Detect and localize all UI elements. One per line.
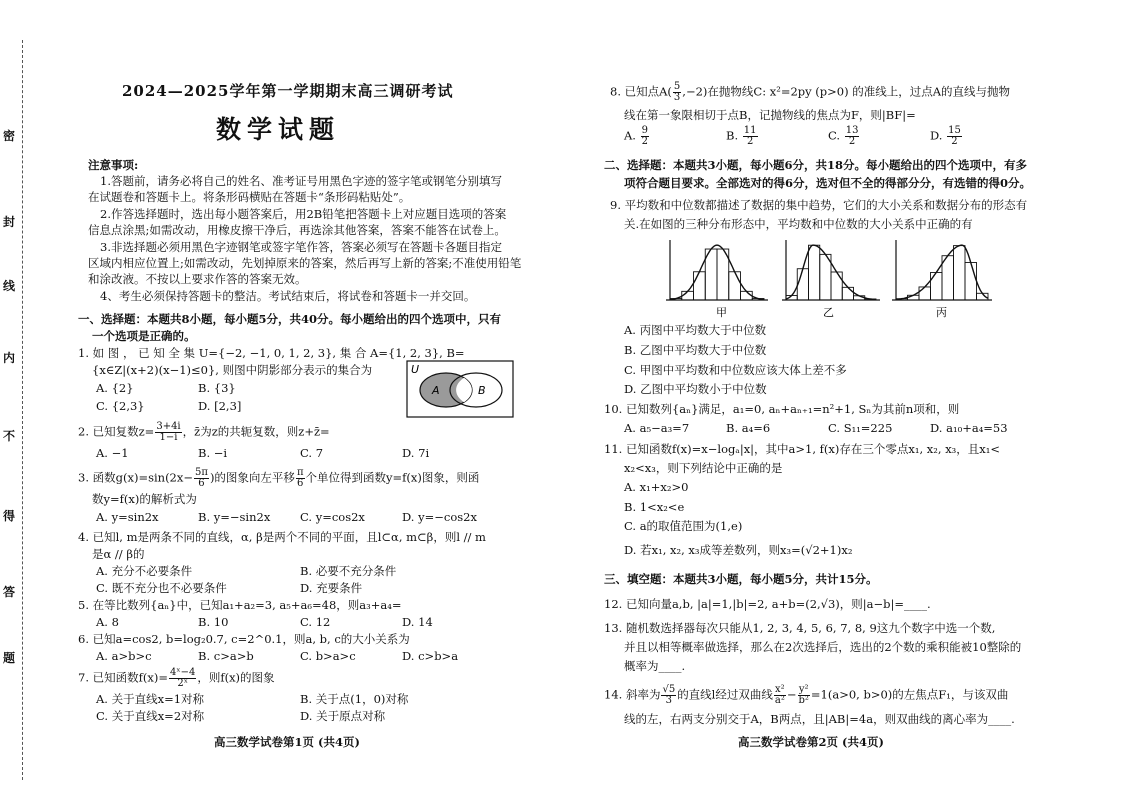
- question-9-option-c: C. 甲图中平均数和中位数应该大体上差不多: [624, 363, 847, 377]
- footer-page-1: 高三数学试卷第1页 (共4页): [214, 735, 360, 749]
- question-4-option-a: A. 充分不必要条件: [96, 564, 193, 578]
- histogram-bar: [954, 246, 966, 300]
- notice-line: 4、考生必须保持答题卡的整洁。考试结束后，将试卷和答题卡一并交回。: [100, 289, 476, 303]
- question-9-stem-cont: 关.在如图的三种分布形态中，平均数和中位数的大小关系中正确的有: [624, 217, 973, 231]
- question-10-option-a: A. a₅−a₃=7: [624, 421, 690, 435]
- venn-label-a: A: [432, 384, 440, 397]
- question-4-stem-cont: 是α // β的: [92, 547, 145, 561]
- histogram-bar: [931, 272, 943, 300]
- question-2-option-a: A. −1: [96, 446, 129, 460]
- question-10-option-b: B. a₄=6: [726, 421, 771, 435]
- question-3-option-c: C. y=cos2x: [300, 510, 365, 524]
- question-7-stem: 7. 已知函数f(x)= $\frac{\text{4ˣ−4}}{\text{2ˣ}}$ ，则f(x)的图象: [78, 667, 275, 689]
- question-5-option-b: B. 10: [198, 615, 229, 629]
- notice-line: 2.作答选择题时，选出每小题答案后，用2B铅笔把答题卡上对应题目选项的答案: [100, 207, 507, 221]
- section-heading: 一、选择题：本题共8小题，每小题5分，共40分。每小题给出的四个选项中，只有: [78, 312, 502, 326]
- distribution-figures: [664, 236, 1000, 322]
- question-8-stem: 8. 已知点A( $\frac{5}{3}$ ,−2)在抛物线C: x²=2py (p>0) 的准线上，过点A的直线与抛物: [610, 81, 1011, 103]
- subject-title: 数学试题: [216, 115, 341, 144]
- histogram-bar: [797, 269, 808, 300]
- question-8-option-d: D. $\frac{15}{2}$: [930, 125, 961, 147]
- seal-char: 内: [3, 351, 16, 365]
- seal-char: 得: [3, 509, 16, 523]
- histogram-bar: [965, 262, 977, 300]
- venn-diagram: [406, 360, 514, 418]
- question-2-stem: 2. 已知复数z= $\frac{3+4i}{1-i}$ ，z̄为z的共轭复数，则z+z̄=: [78, 421, 330, 443]
- question-11-option-b: B. 1<x₂<e: [624, 500, 685, 514]
- question-5-option-d: D. 14: [402, 615, 433, 629]
- question-7-option-b: B. 关于点(1，0)对称: [300, 692, 409, 706]
- question-6-option-a: A. a>b>c: [96, 649, 152, 663]
- notice-line: 和涂改液。不按以上要求作答的答案无效。: [88, 272, 307, 286]
- question-9-option-d: D. 乙图中平均数小于中位数: [624, 382, 767, 396]
- seal-char: 不: [3, 429, 16, 443]
- question-10-option-d: D. a₁₀+a₄=53: [930, 421, 1008, 435]
- question-1-option-c: C. {2,3}: [96, 399, 145, 413]
- venn-label-u: U: [411, 363, 420, 376]
- notice-line: 1.答题前，请务必将自己的姓名、准考证号用黑色字迹的签字笔或钢笔分别填写: [100, 174, 502, 188]
- question-11-option-d: D. 若x₁, x₂, x₃成等差数列，则x₃=(√2+1)x₂: [624, 543, 853, 557]
- question-2-option-b: B. −i: [198, 446, 228, 460]
- question-11-option-a: A. x₁+x₂>0: [624, 480, 689, 494]
- question-12-stem: 12. 已知向量a,b, |a|=1,|b|=2, a+b=(2,√3)，则|a−b|=____.: [604, 597, 931, 611]
- question-14-stem-cont: 线的左，右两支分别交于A，B两点，且|AB|=4a，则双曲线的离心率为____.: [624, 712, 1015, 726]
- question-4-option-b: B. 必要不充分条件: [300, 564, 397, 578]
- section-heading: 二、选择题：本题共3小题，每小题6分，共18分。每小题给出的四个选项中，有多: [604, 158, 1028, 172]
- histogram-bar: [842, 287, 853, 300]
- histogram-label-bing: 丙: [936, 306, 947, 319]
- question-14-stem: 14. 斜率为 $\frac{√5}{3}$ 的直线l经过双曲线 $\frac{\text{x²}}{\text{a²}}$ − $\frac{\text{y²}}{\text{b²}}$ =1(a>0, b>0)的左焦点F₁，与该双曲: [604, 684, 1009, 706]
- seal-char: 封: [3, 215, 16, 229]
- question-7-option-a: A. 关于直线x=1对称: [96, 692, 205, 706]
- question-1-option-d: D. [2,3]: [198, 399, 242, 413]
- seal-char: 线: [3, 279, 16, 293]
- question-1-option-b: B. {3}: [198, 381, 236, 395]
- left-column: [64, 0, 534, 800]
- question-3-stem: 3. 函数g(x)=sin(2x− $\frac{5\pi}{6}$ )的图象向左平移 $\frac{\pi}{6}$ 个单位得到函数y=f(x)图象，则函: [78, 467, 480, 489]
- question-8-option-c: C. $\frac{13}{2}$: [828, 125, 859, 147]
- question-3-stem-cont: 数y=f(x)的解析式为: [92, 492, 197, 506]
- section-heading: 三、填空题：本题共3小题，每小题5分，共计15分。: [604, 572, 878, 586]
- section-heading-cont: 项符合题目要求。全部选对的得6分，选对但不全的得部分分，有选错的得0分。: [624, 176, 1031, 190]
- question-5-stem: 5. 在等比数列{aₙ}中，已知a₁+a₂=3, a₅+a₆=48，则a₃+a₄=: [78, 598, 402, 612]
- right-column: [600, 0, 1060, 800]
- question-13-stem-cont: 并且以相等概率做选择，那么在2次选择后，选出的2个数的乘积能被10整除的: [624, 640, 1022, 654]
- question-9-option-b: B. 乙图中平均数大于中位数: [624, 343, 767, 357]
- histogram-bar: [809, 245, 820, 300]
- question-8-stem-cont: 线在第一象限相切于点B，记抛物线的焦点为F，则|BF|=: [624, 108, 916, 122]
- histogram-bing: [892, 240, 992, 300]
- question-4-stem: 4. 已知l, m是两条不同的直线，α, β是两个不同的平面，且l⊂α, m⊂β，则l // m: [78, 530, 486, 544]
- question-3-option-a: A. y=sin2x: [96, 510, 159, 524]
- seal-char: 密: [3, 129, 16, 143]
- question-3-option-d: D. y=−cos2x: [402, 510, 477, 524]
- question-4-option-c: C. 既不充分也不必要条件: [96, 581, 227, 595]
- histogram-jia: [666, 240, 768, 300]
- question-7-option-d: D. 关于原点对称: [300, 709, 386, 723]
- question-11-stem-cont: x₂<x₃，则下列结论中正确的是: [624, 461, 783, 475]
- question-10-option-c: C. S₁₁=225: [828, 421, 893, 435]
- question-11-option-c: C. a的取值范围为(1,e): [624, 519, 743, 533]
- notice-line: 3.非选择题必须用黑色字迹钢笔或签字笔作答，答案必须写在答题卡各题目指定: [100, 240, 502, 254]
- question-6-option-c: C. b>a>c: [300, 649, 356, 663]
- histogram-bar: [919, 287, 931, 300]
- exam-title: 2024—2025学年第一学期期末高三调研考试: [122, 82, 454, 100]
- histogram-bar: [831, 272, 842, 300]
- question-8-option-a: A. $\frac{9}{2}$: [624, 125, 648, 147]
- question-6-stem: 6. 已知a=cos2, b=log₂0.7, c=2^0.1，则a, b, c的大小关系为: [78, 632, 410, 646]
- histogram-yi: [782, 240, 880, 300]
- question-8-option-b: B. $\frac{11}{2}$: [726, 125, 757, 147]
- question-11-stem: 11. 已知函数f(x)=x−logₐ|x|，其中a>1, f(x)存在三个零点x₁, x₂, x₃，且x₁<: [604, 442, 1001, 456]
- question-10-stem: 10. 已知数列{aₙ}满足，a₁=0, aₙ+aₙ₊₁=n²+1, Sₙ为其前n项和，则: [604, 402, 960, 416]
- question-2-option-d: D. 7i: [402, 446, 430, 460]
- question-5-option-c: C. 12: [300, 615, 331, 629]
- question-3-option-b: B. y=−sin2x: [198, 510, 271, 524]
- question-13-stem: 13. 随机数选择器每次只能从1, 2, 3, 4, 5, 6, 7, 8, 9这九个数字中选一个数,: [604, 621, 996, 635]
- venn-label-b: B: [478, 384, 486, 397]
- section-heading-cont: 一个选项是正确的。: [92, 329, 196, 343]
- question-1-stem-cont: {x∈Z|(x+2)(x−1)≤0}, 则图中阴影部分表示的集合为: [92, 363, 373, 377]
- notice-line: 信息点涂黑;如需改动，用橡皮擦干净后，再选涂其他答案，答案不能答在试卷上。: [88, 223, 506, 237]
- question-2-option-c: C. 7: [300, 446, 324, 460]
- seal-line: [0, 40, 23, 780]
- question-13-stem-cont: 概率为____.: [624, 659, 686, 673]
- question-1-stem: 1. 如 图 ， 已 知 全 集 U={−2, −1, 0, 1, 2, 3}, 集 合 A={1, 2, 3}, B=: [78, 346, 465, 360]
- notice-heading: 注意事项:: [88, 158, 139, 172]
- notice-line: 在试题卷和答题卡上。将条形码横贴在答题卡“条形码粘贴处”。: [88, 190, 411, 204]
- question-6-option-b: B. c>a>b: [198, 649, 254, 663]
- histogram-label-yi: 乙: [823, 306, 834, 319]
- histogram-label-jia: 甲: [716, 306, 727, 319]
- question-5-option-a: A. 8: [96, 615, 119, 629]
- question-9-option-a: A. 丙图中平均数大于中位数: [624, 323, 767, 337]
- notice-line: 区域内相应位置上;如需改动，先划掉原来的答案，然后再写上新的答案;不准使用铅笔: [88, 256, 522, 270]
- question-7-option-c: C. 关于直线x=2对称: [96, 709, 205, 723]
- footer-page-2: 高三数学试卷第2页 (共4页): [738, 735, 884, 749]
- seal-char: 题: [3, 651, 16, 665]
- question-4-option-d: D. 充要条件: [300, 581, 363, 595]
- histogram-bar: [729, 272, 741, 300]
- question-6-option-d: D. c>b>a: [402, 649, 459, 663]
- question-1-option-a: A. {2}: [96, 381, 134, 395]
- question-9-stem: 9. 平均数和中位数都描述了数据的集中趋势，它们的大小关系和数据分布的形态有: [610, 198, 1028, 212]
- seal-char: 答: [3, 585, 16, 599]
- histogram-bar: [694, 272, 706, 300]
